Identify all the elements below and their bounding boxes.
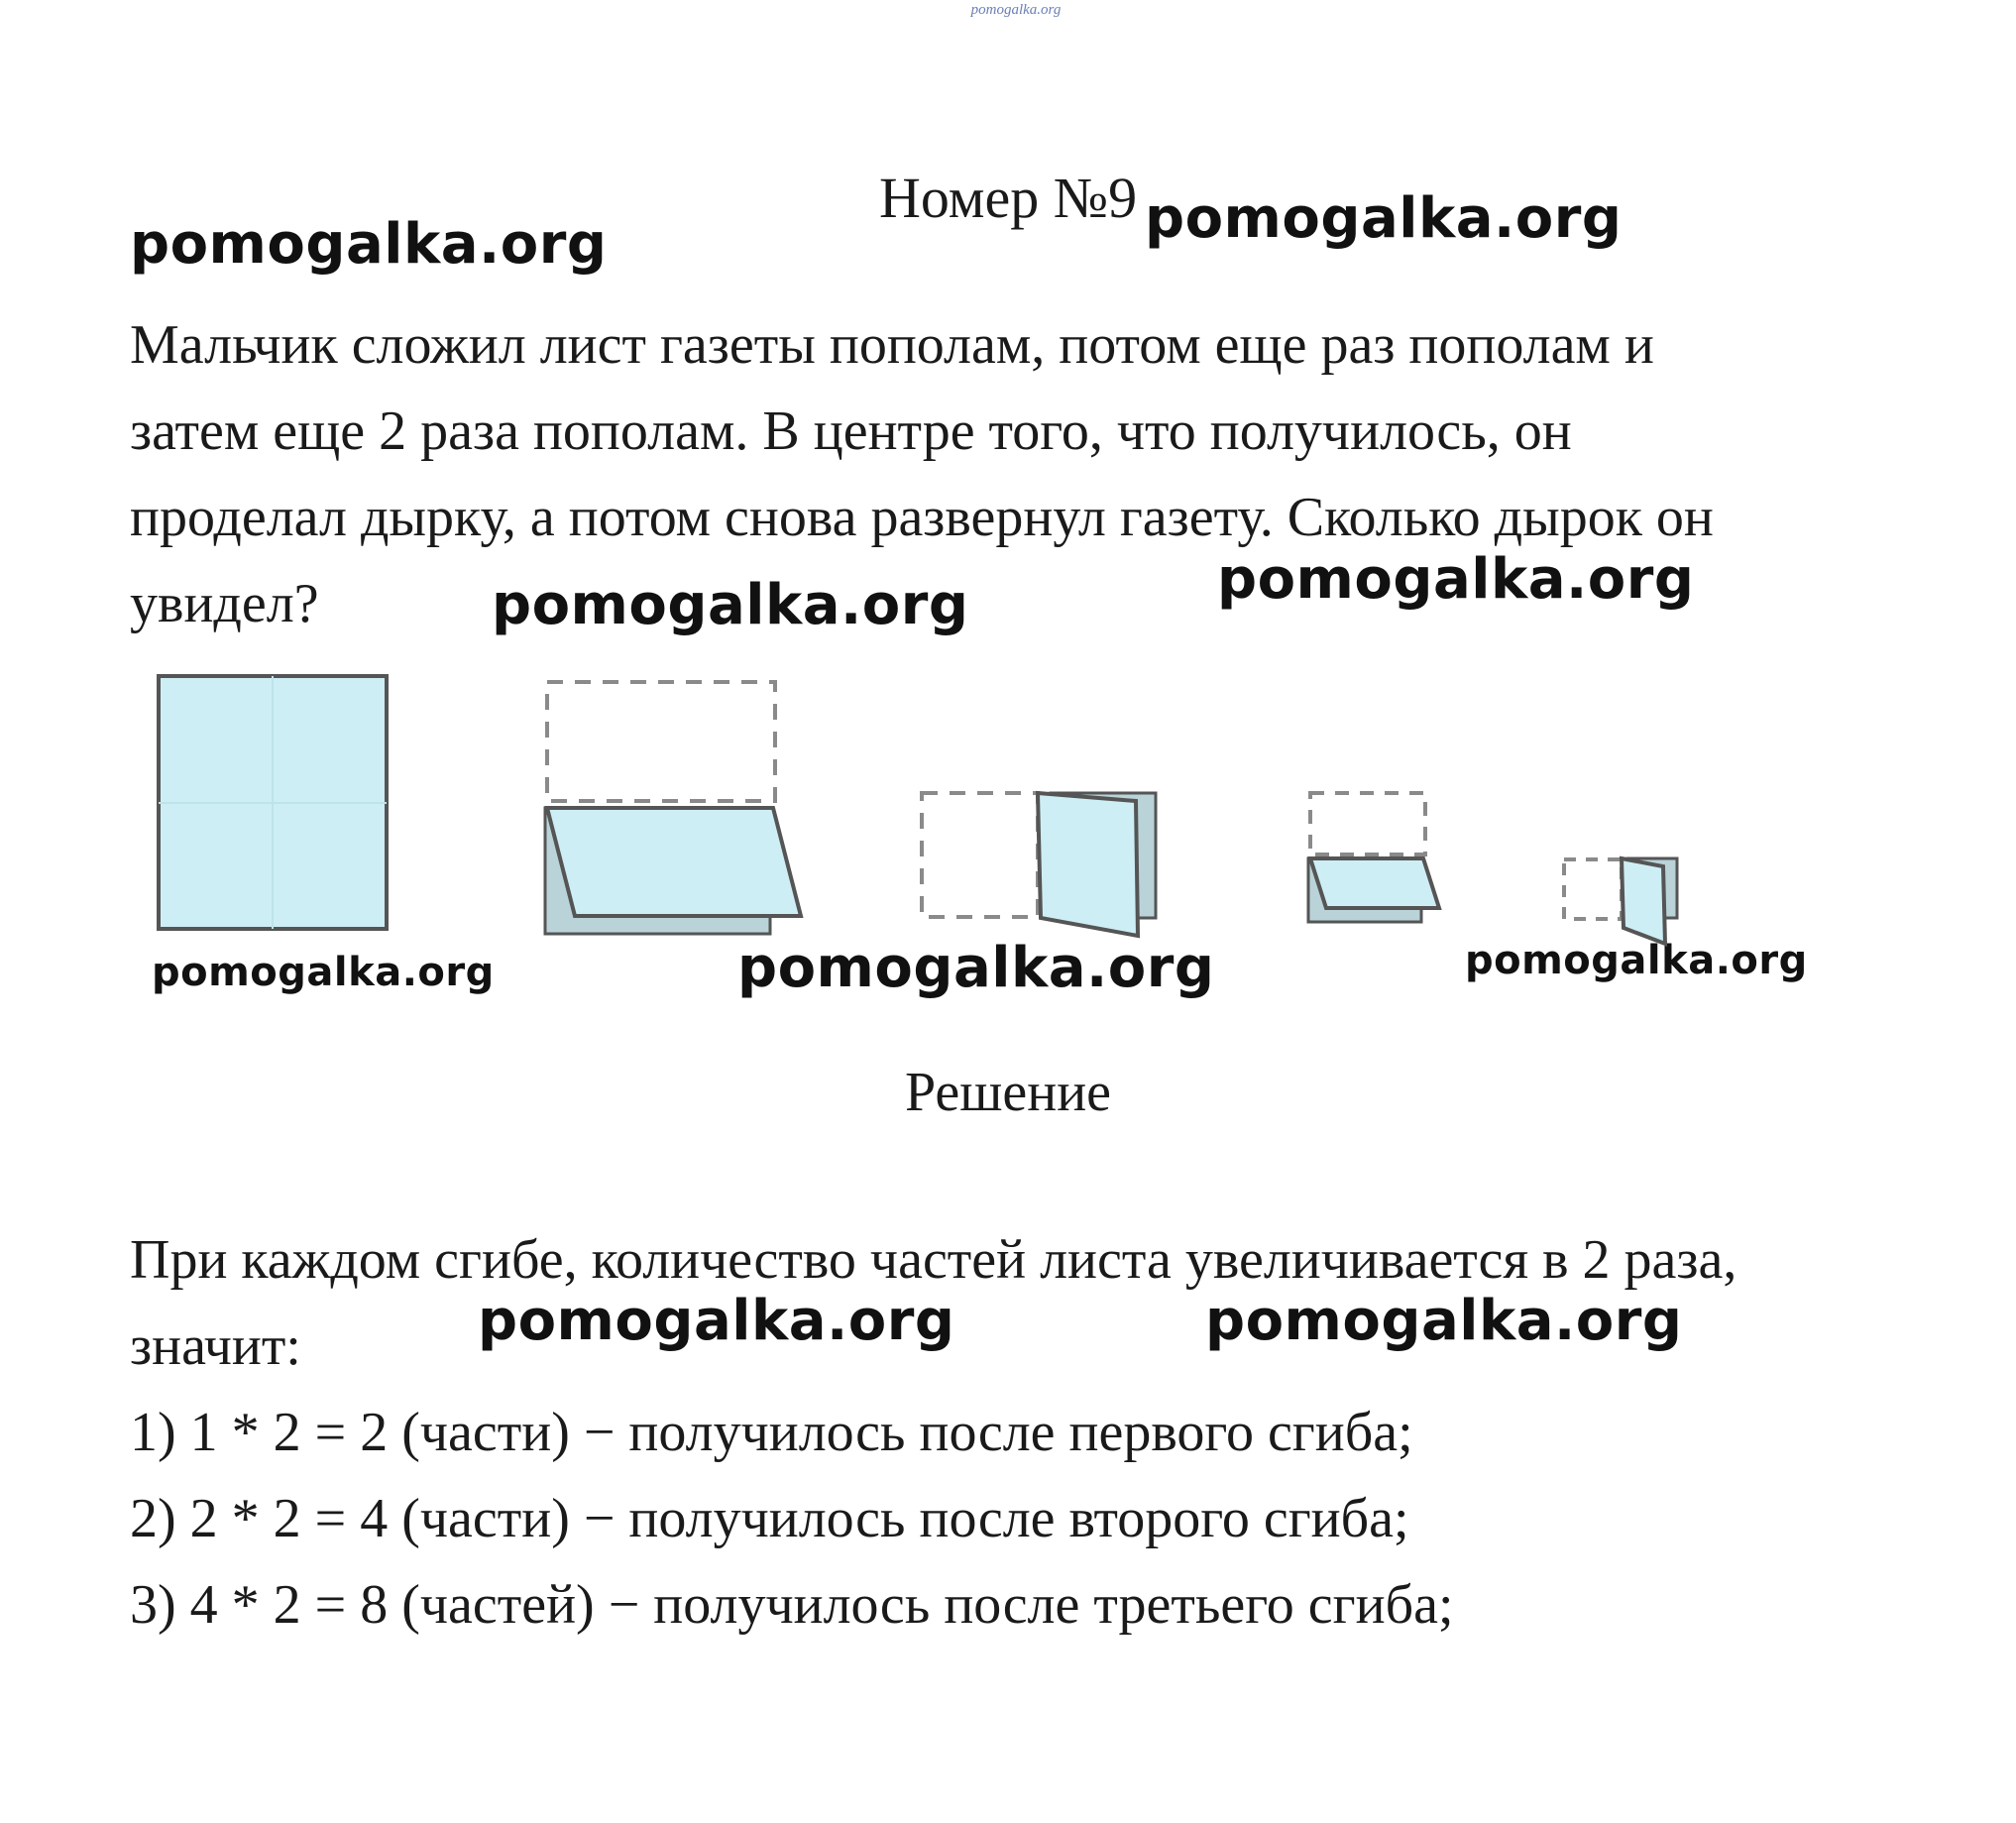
problem-line: затем еще 2 раза пополам. В центре того, что получилось, он <box>130 400 1572 462</box>
watermark: pomogalka.org <box>130 212 608 277</box>
watermark: pomogalka.org <box>1217 547 1695 612</box>
sheet-fold-3 <box>1308 793 1439 922</box>
watermark: pomogalka.org <box>1145 186 1623 251</box>
sheet-fold-1 <box>545 682 801 934</box>
problem-text <box>130 302 1714 647</box>
solution-step: 2) 2 * 2 = 4 (части) − получилось после второго сгиба; <box>130 1488 1409 1549</box>
solution-intro-line: При каждом сгибе, количество частей листа увеличивается в 2 раза, <box>130 1229 1737 1291</box>
top-site-label: pomogalka.org <box>970 2 1062 18</box>
sheet-unfolded <box>159 676 387 929</box>
solution-heading: Решение <box>904 1062 1112 1123</box>
watermark: pomogalka.org <box>1465 938 1808 983</box>
sheet-fold-4 <box>1564 858 1677 944</box>
solution-step: 1) 1 * 2 = 2 (части) − получилось после первого сгиба; <box>130 1402 1413 1463</box>
watermark: pomogalka.org <box>1205 1289 1683 1353</box>
watermark: pomogalka.org <box>478 1289 955 1353</box>
watermark: pomogalka.org <box>492 573 969 637</box>
solution-text <box>130 1217 1736 1649</box>
watermark: pomogalka.org <box>737 936 1215 1000</box>
problem-line: проделал дырку, а потом снова развернул газету. Сколько дырок он <box>130 487 1714 548</box>
watermark: pomogalka.org <box>152 950 495 995</box>
problem-line: Мальчик сложил лист газеты пополам, потом еще раз пополам и <box>130 314 1654 376</box>
sheet-fold-2 <box>922 793 1156 936</box>
problem-line: увидел? <box>130 573 319 634</box>
solution-step: 3) 4 * 2 = 8 (частей) − получилось после третьего сгиба; <box>130 1574 1454 1636</box>
page-title: Номер №9 <box>879 166 1138 230</box>
folding-illustration <box>139 654 1705 952</box>
solution-intro-line: значит: <box>130 1315 301 1377</box>
